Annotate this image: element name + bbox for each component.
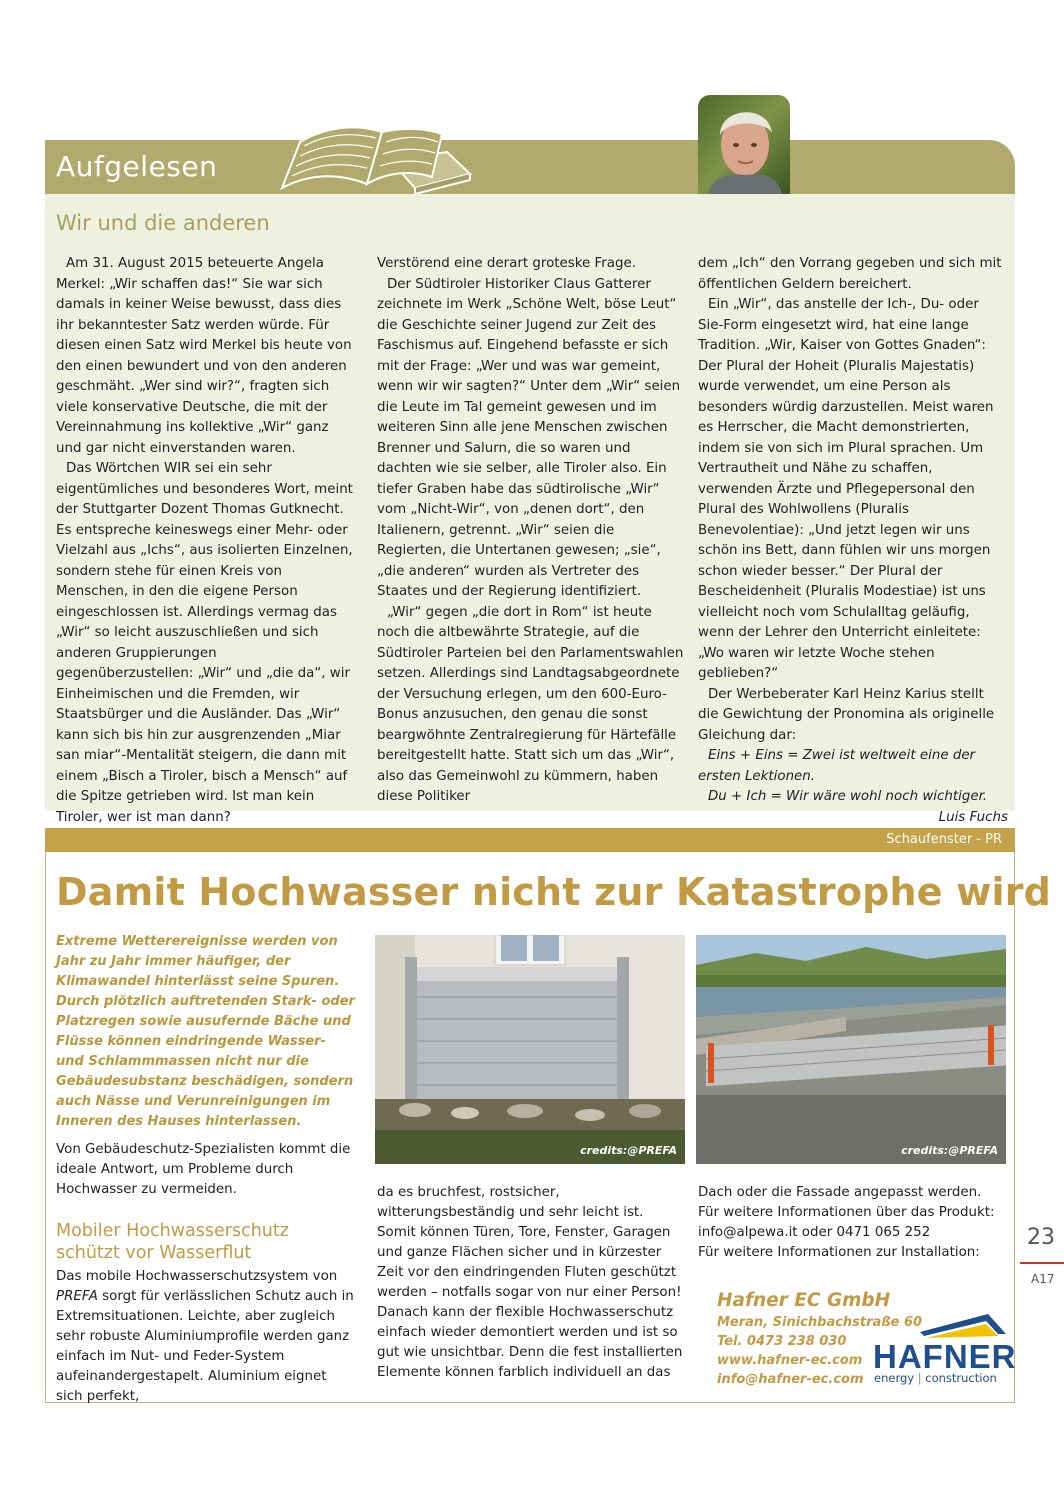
paragraph: Am 31. August 2015 beteuerte Angela Merkel: „Wir schaffen das!“ Sie war sich damals in keiner Weise bewusst, dass dies ihr bekanntester Satz werden würde. Für diesen einen Satz wird Merkel bis heute von den einen bewundert und von den anderen geschmäht. „Wer sind wir?“, fragten sich viele konservative Deutsche, die mit der Vereinnahmung ins kollektive „Wir“ ganz und gar nicht einverstanden waren.: [56, 256, 352, 456]
paragraph: dem „Ich“ den Vorrang gegeben und sich mit öffentlichen Geldern bereichert.: [698, 256, 1002, 292]
author-name: Luis Fuchs: [938, 809, 1008, 825]
pr-headline: Damit Hochwasser nicht zur Katastrophe wird: [56, 870, 1052, 914]
paragraph: Der Südtiroler Historiker Claus Gatterer zeichnete im Werk „Schöne Welt, böse Leut“ die Geschichte seiner Jugend zur Zeit des Faschismus auf. Eingehend befasste er sich mit der Frage: „Wer und was war gemeint, wenn wir wir sagten?“ Unter dem „Wir“ seien die Leute im Tal gemeint gewesen und im weiteren Sinn alle jene Menschen zwischen Brenner und Salurn, die so waren und dachten wie sie selber, alle Tiroler also. Ein tiefer Graben habe das südtirolische „Wir“ vom „Nicht-Wir“, von „denen dort“, den Italienern, getrennt. „Wir“ seien die Regierten, die Untertanen gewesen; „sie“, „die anderen“ wurden als Vertreter des Staates und der Regierung identifiziert.: [377, 276, 681, 599]
quote-line: Du + Ich = Wir wäre wohl noch wichtiger.: [708, 789, 988, 804]
author-portrait: [698, 95, 790, 194]
hafner-logo-text: HAFNER: [873, 1338, 1017, 1375]
text-line: Dach oder die Fassade angepasst werden.: [698, 1185, 982, 1200]
pr-label: Schaufenster - PR: [886, 832, 1002, 847]
photo-credit: credits:@PREFA: [901, 1144, 998, 1157]
paragraph-text: sorgt für verlässlichen Schutz auch in Extremsituationen. Leichte, aber zugleich sehr robuste Aluminiumprofile werden ganz einfach im Nut- und Feder-System aufeinandergestapelt. Aluminium eignet sich perfekt,: [56, 1289, 354, 1404]
article-column-1: [56, 254, 356, 828]
logo-sub-energy: energy: [874, 1371, 915, 1385]
paragraph-text: Das mobile Hochwasserschutzsystem von: [56, 1269, 338, 1284]
photo-credit: credits:@PREFA: [580, 1144, 677, 1157]
paragraph: Von Gebäudeschutz-Spezialisten kommt die ideale Antwort, um Probleme durch Hochwasser zu vermeiden.: [56, 1142, 351, 1197]
company-email[interactable]: info@hafner-ec.com: [717, 1372, 864, 1387]
pr-subheadline: Mobiler Hochwasserschutz schützt vor Wasserflut: [56, 1221, 289, 1263]
paragraph: „Wir“ gegen „die dort in Rom“ ist heute noch die altbewährte Strategie, auf die Südtiroler Parteien bei den Parlamentswahlen setzen. Allerdings sind Landtagsabgeordnete der Versuchung erlegen, um den 600-Euro-Bonus anzusuchen, den genau die sonst beargwöhnte Zentralregierung für Härtefälle bereitgestellt hatte. Statt sich um das „Wir“, also das Gemeinwohl zu kümmern, haben diese Politiker: [377, 604, 684, 804]
paragraph: Verstörend eine derart groteske Frage.: [377, 256, 636, 271]
quote-line: Eins + Eins = Zwei ist weltweit eine der ersten Lektionen.: [698, 748, 976, 784]
company-name: Hafner EC GmbH: [717, 1290, 891, 1311]
article-column-3: [698, 254, 1008, 828]
pr-intro: Extreme Wetterereignisse werden von Jahr zu Jahr immer häufiger, der Klimawandel hinterlässt seine Spuren. Durch plötzlich auftretenden Stark- oder Platzregen sowie ausufernde Bäche und Flüsse können eindringende Wasser- und Schlammmassen nicht nur die Gebäudesubstanz beschädigen, sondern auch Nässe und Verunreinigungen im Inneren des Hauses hinterlassen.: [56, 934, 355, 1129]
text-line: Für weitere Informationen über das Produkt:: [698, 1205, 995, 1220]
pr-bar: [45, 828, 1015, 852]
brand-name: PREFA: [56, 1289, 98, 1304]
paragraph: Das Wörtchen WIR sei ein sehr eigentümliches und besonderes Wort, meint der Stuttgarter Dozent Thomas Gutknecht. Es entspreche keineswegs einer Mehr- oder Vielzahl aus „Ichs“, aus isolierten Einzelnen, sondern stehe für einen Kreis von Menschen, in den die eigene Person eingeschlossen ist. Allerdings vermag das „Wir“ so leicht auszuschließen und sich anderen Gruppierungen gegenüberzustellen: „Wir“ und „die da“, wir Einheimischen und die Fremden, wir Staatsbürger und die Ausländer. Das „Wir“ kann sich bis hin zur ausgrenzenden „Miar san miar“-Mentalität steigern, die dann mit einem „Bisch a Tiroler, bisch a Mensch“ auf die Spitze getrieben wird. Ist man kein Tiroler, wer ist man dann?: [56, 461, 353, 825]
paragraph: [56, 1267, 356, 1407]
pr-column-3: [698, 1183, 1008, 1263]
pr-paragraph-2: [56, 1267, 356, 1407]
company-phone[interactable]: Tel. 0473 238 030: [717, 1334, 847, 1349]
section-title: Aufgelesen: [56, 150, 218, 183]
email-text: info@alpewa.it oder 0471 065 252: [698, 1225, 931, 1240]
flood-barrier-path-photo: [696, 935, 1006, 1164]
article-headline: Wir und die anderen: [56, 211, 270, 235]
paragraph: da es bruchfest, rostsicher, witterungsbeständig und sehr leicht ist. Somit können Türen, Tore, Fenster, Garagen und ganze Flächen sicher und in kürzester Zeit vor den eindringenden Fluten geschützt werden – notfalls sogar von nur einer Person!: [377, 1185, 682, 1300]
paragraph: Danach kann der flexible Hochwasserschutz einfach wieder demontiert werden und ist so gut wie unsichtbar. Denn die fest installierten Elemente können farblich individuell an das: [377, 1305, 683, 1380]
paragraph: Ein „Wir“, das anstelle der Ich-, Du- oder Sie-Form eingesetzt wird, hat eine lange Tradition. „Wir, Kaiser von Gottes Gnaden“: Der Plural der Hoheit (Pluralis Majestatis) wurde verwendet, um eine Person als besonders würdig darzustellen. Meist waren es Herrscher, die Macht demonstrierten, indem sie von sich im Plural sprachen. Um Vertrautheit und Nähe zu schaffen, verwenden Ärzte und Pflegepersonal den Plural des Wohlwollens (Pluralis Benevolentiae): „Und jetzt legen wir uns schön ins Bett, dann fühlen wir uns morgen schon wieder besser.“ Der Plural der Bescheidenheit (Pluralis Modestiae) ist uns vielleicht noch vom Schulalltag geläufig, wenn der Lehrer den Unterricht einleitete: „Wo waren wir letzte Woche stehen geblieben?“: [698, 297, 994, 681]
page-number: 23: [1027, 1225, 1055, 1250]
pr-paragraph-1: [56, 1140, 356, 1200]
flood-barrier-house-photo: [375, 935, 685, 1164]
photo-illustration: [375, 935, 685, 1164]
text-line: Für weitere Informationen zur Installation:: [698, 1245, 980, 1260]
page-code: A17: [1031, 1272, 1055, 1286]
page-number-divider: [1020, 1262, 1064, 1264]
logo-sub-construction: construction: [925, 1371, 997, 1385]
article-column-2: [377, 254, 685, 808]
hafner-logo-subtitle: energy | construction: [874, 1371, 997, 1385]
paragraph: Der Werbeberater Karl Heinz Karius stellt die Gewichtung der Pronomina als originelle Gleichung dar:: [698, 686, 995, 743]
open-book-icon: [272, 122, 472, 196]
company-address: Meran, Sinichbachstraße 60: [717, 1315, 923, 1330]
photo-illustration: [696, 935, 1006, 1164]
pr-column-2: [377, 1183, 685, 1383]
company-website[interactable]: www.hafner-ec.com: [717, 1353, 863, 1368]
